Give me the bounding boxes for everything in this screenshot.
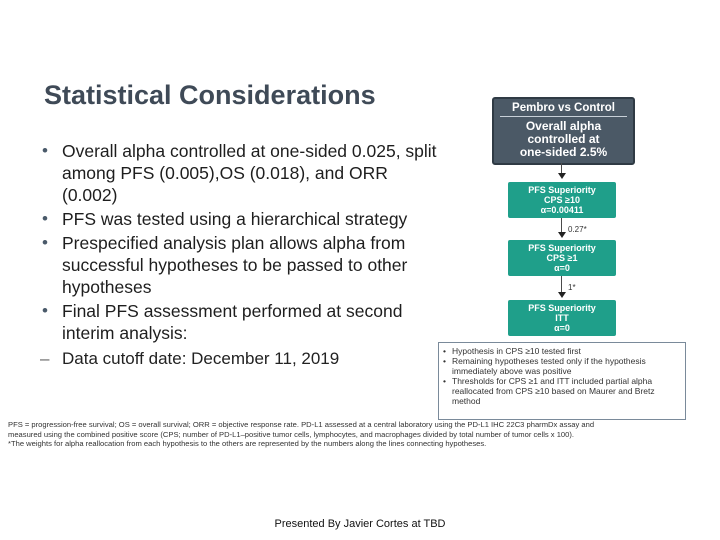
flow-box-cps1: PFS Superiority CPS ≥1 α=0 (508, 240, 616, 276)
presenter-credit: Presented By Javier Cortes at TBD (274, 518, 446, 530)
bullet-dot-icon: • (42, 233, 48, 252)
flow-connector (561, 218, 562, 232)
slide-title: Statistical Considerations (44, 80, 376, 110)
note-item: • Hypothesis in CPS ≥10 tested first (443, 346, 581, 356)
flow-box-cps10: PFS Superiority CPS ≥10 α=0.00411 (508, 182, 616, 218)
bullet-dot-icon: • (42, 301, 48, 320)
bullet-item: • PFS was tested using a hierarchical strategy (42, 209, 408, 229)
arrow-down-icon (558, 292, 566, 298)
arrow-down-icon (558, 232, 566, 238)
footnotes: PFS = progression-free survival; OS = overall survival; ORR = objective response rate. PD-L1 assessed at a central laboratory using the PD-L1 IHC 22C3 pharmDx assay and measured using the combined positive score (CPS; number of PD-L1–positive tumor cells, lymphocytes, and macrophages divided by total number of tumor cells x 100). *The weights for alpha reallocation from each hypothesis to the others are represented by the numbers along the lines connecting hypotheses. (8, 420, 595, 448)
flow-weight-label: 1* (568, 283, 576, 292)
flow-header-body: Overall alpha controlled at one-sided 2.5% (519, 119, 608, 159)
flow-header-box (492, 97, 635, 165)
bullet-dot-icon: • (443, 376, 446, 386)
note-item: • Remaining hypotheses tested only if the hypothesis immediately above was positive (443, 356, 646, 376)
bullet-dot-icon: • (42, 209, 48, 228)
sub-bullet: – Data cutoff date: December 11, 2019 (40, 349, 340, 368)
bullet-dot-icon: • (42, 141, 48, 160)
flow-connector (561, 163, 562, 173)
bullet-list (40, 140, 440, 370)
note-item: • Thresholds for CPS ≥1 and ITT included partial alpha reallocated from CPS ≥10 based on Maurer and Bretz method (443, 376, 655, 406)
flow-notes-box (438, 342, 686, 420)
flow-weight-label: 0.27* (568, 225, 587, 234)
flow-connector (561, 276, 562, 292)
bullet-item: • Prespecified analysis plan allows alpha from successful hypotheses to be passed to other hypotheses (42, 233, 408, 297)
flow-header-title: Pembro vs Control (500, 99, 627, 117)
dash-icon: – (40, 349, 50, 368)
bullet-item: • Final PFS assessment performed at second interim analysis: (42, 301, 403, 343)
bullet-dot-icon: • (443, 346, 446, 356)
bullet-item: • Overall alpha controlled at one-sided 0.025, split among PFS (0.005),OS (0.018), and ORR (0.002) (42, 141, 437, 205)
arrow-down-icon (558, 173, 566, 179)
bullet-dot-icon: • (443, 356, 446, 366)
flow-box-itt: PFS Superiority ITT α=0 (508, 300, 616, 336)
